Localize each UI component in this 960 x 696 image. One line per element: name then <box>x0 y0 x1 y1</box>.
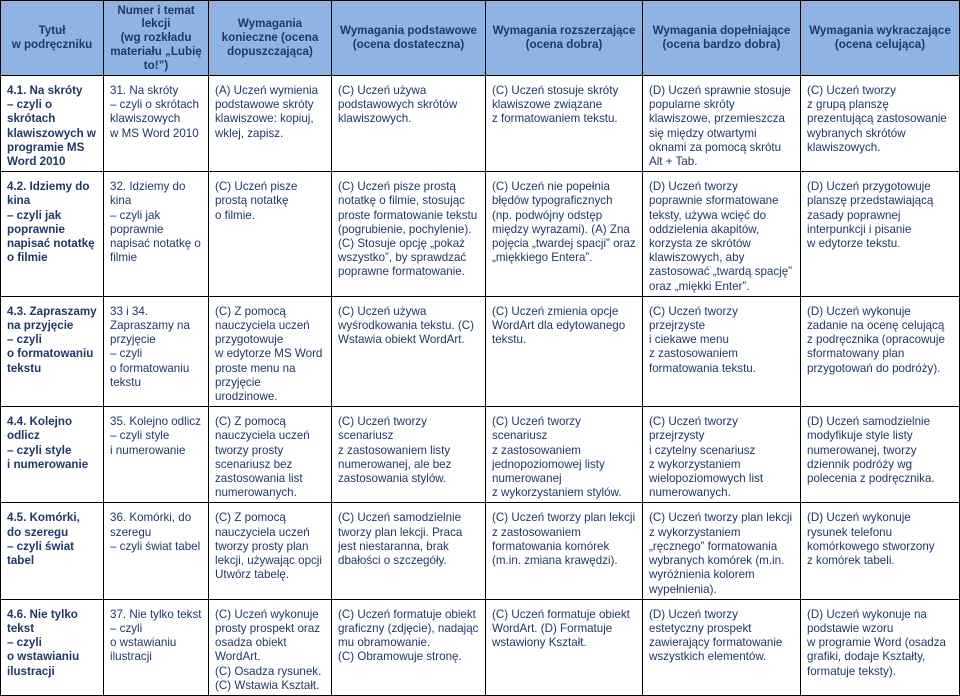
chapter-title: 4.3. Zapraszamy na przyjęcie – czyli o formatowaniu tekstu <box>1 296 104 406</box>
req-required: (C) Uczeń wykonuje prosty prospekt oraz osadza obiekt WordArt. (C) Osadza rysunek. (C) Wstawia Kształt. <box>209 599 332 695</box>
req-beyond: (D) Uczeń samodzielnie modyfikuje style listy numerowanej, tworzy dziennik podróży wg polecenia z podręcznika. <box>801 407 960 503</box>
table-row <box>1 76 960 172</box>
req-beyond: (D) Uczeń wykonuje rysunek telefonu komórkowego stworzony z komórek tabeli. <box>801 503 960 599</box>
lesson-topic: 36. Komórki, do szeregu – czyli świat tabel <box>104 503 209 599</box>
req-basic: (C) Uczeń pisze prostą notatkę o filmie, stosując proste formatowanie tekstu (pogrubienie, pochylenie). (C) Stosuje opcję „pokaż wszystko”, by sprawdzać poprawne formatowanie. <box>332 172 486 297</box>
req-beyond: (D) Uczeń wykonuje zadanie na ocenę celującą z podręcznika (opracowuje sformatowany plan przygotowań do podróży). <box>801 296 960 406</box>
req-required: (C) Z pomocą nauczyciela uczeń tworzy prosty plan lekcji, używając opcji Utwórz tabelę. <box>209 503 332 599</box>
header-required: Wymagania konieczne (ocena dopuszczająca) <box>209 1 332 76</box>
lesson-topic: 32. Idziemy do kina – czyli jak poprawnie napisać notatkę o filmie <box>104 172 209 297</box>
req-beyond: (C) Uczeń tworzy z grupą planszę prezentującą zastosowanie wybranych skrótów klawiszowych. <box>801 76 960 172</box>
lesson-topic: 37. Nie tylko tekst – czyli o wstawianiu ilustracji <box>104 599 209 695</box>
chapter-title: 4.6. Nie tylko tekst – czyli o wstawianiu ilustracji <box>1 599 104 695</box>
req-basic: (C) Uczeń używa podstawowych skrótów klawiszowych. <box>332 76 486 172</box>
chapter-title: 4.2. Idziemy do kina – czyli jak poprawnie napisać notatkę o filmie <box>1 172 104 297</box>
req-extended: (C) Uczeń formatuje obiekt WordArt. (D) Formatuje wstawiony Kształt. <box>486 599 643 695</box>
req-basic: (C) Uczeń formatuje obiekt graficzny (zdjęcie), nadając mu obramowanie. (C) Obramowuje stronę. <box>332 599 486 695</box>
req-required: (C) Uczeń pisze prostą notatkę o filmie. <box>209 172 332 297</box>
table-row <box>1 599 960 695</box>
req-extended: (C) Uczeń nie popełnia błędów typograficznych (np. podwójny odstęp między wyrazami). (A) Zna pojęcia „twardej spacji” oraz „miękkiego Entera”. <box>486 172 643 297</box>
header-basic: Wymagania podstawowe (ocena dostateczna) <box>332 1 486 76</box>
req-extended: (C) Uczeń tworzy scenariusz z zastosowaniem jednopoziomowej listy numerowanej z wykorzystaniem stylów. <box>486 407 643 503</box>
req-complementary: (C) Uczeń tworzy plan lekcji z wykorzystaniem „ręcznego” formatowania wybranych komórek (m.in. wyróżnienia kolorem wypełnienia). <box>643 503 801 599</box>
header-lesson: Numer i temat lekcji (wg rozkładu materiału „Lubię to!”) <box>104 1 209 76</box>
table-row <box>1 503 960 599</box>
req-beyond: (D) Uczeń przygotowuje planszę przedstawiającą zasady poprawnej interpunkcji i pisanie w edytorze tekstu. <box>801 172 960 297</box>
lesson-topic: 35. Kolejno odlicz – czyli style i numerowanie <box>104 407 209 503</box>
req-complementary: (D) Uczeń sprawnie stosuje popularne skróty klawiszowe, przemieszcza się między otwartymi oknami za pomocą skrótu Alt + Tab. <box>643 76 801 172</box>
req-basic: (C) Uczeń samodzielnie tworzy plan lekcji. Praca jest niestaranna, brak dbałości o szczegóły. <box>332 503 486 599</box>
chapter-title: 4.5. Komórki, do szeregu – czyli świat tabel <box>1 503 104 599</box>
req-beyond: (D) Uczeń wykonuje na podstawie wzoru w programie Word (osadza grafiki, dodaje Kształty, formatuje teksty). <box>801 599 960 695</box>
header-beyond: Wymagania wykraczające (ocena celująca) <box>801 1 960 76</box>
req-extended: (C) Uczeń stosuje skróty klawiszowe związane z formatowaniem tekstu. <box>486 76 643 172</box>
req-complementary: (D) Uczeń tworzy poprawnie sformatowane teksty, używa wcięć do oddzielenia akapitów, korzysta ze skrótów klawiszowych, aby zastosować „twardą spację” oraz „miękki Enter”. <box>643 172 801 297</box>
chapter-title: 4.1. Na skróty – czyli o skrótach klawiszowych w programie MS Word 2010 <box>1 76 104 172</box>
req-required: (C) Z pomocą nauczyciela uczeń przygotowuje w edytorze MS Word proste menu na przyjęcie urodzinowe. <box>209 296 332 406</box>
lesson-topic: 31. Na skróty – czyli o skrótach klawiszowych w MS Word 2010 <box>104 76 209 172</box>
table-row <box>1 172 960 297</box>
header-row <box>1 1 960 76</box>
req-basic: (C) Uczeń tworzy scenariusz z zastosowaniem listy numerowanej, ale bez zastosowania stylów. <box>332 407 486 503</box>
req-required: (C) Z pomocą nauczyciela uczeń tworzy prosty scenariusz bez zastosowania list numerowanych. <box>209 407 332 503</box>
req-required: (A) Uczeń wymienia podstawowe skróty klawiszowe: kopiuj, wklej, zapisz. <box>209 76 332 172</box>
req-complementary: (C) Uczeń tworzy przejrzyste i ciekawe menu z zastosowaniem formatowania tekstu. <box>643 296 801 406</box>
req-basic: (C) Uczeń używa wyśrodkowania tekstu. (C) Wstawia obiekt WordArt. <box>332 296 486 406</box>
header-complementary: Wymagania dopełniające (ocena bardzo dobra) <box>643 1 801 76</box>
chapter-title: 4.4. Kolejno odlicz – czyli style i numerowanie <box>1 407 104 503</box>
req-extended: (C) Uczeń tworzy plan lekcji z zastosowaniem formatowania komórek (m.in. zmiana krawędzi). <box>486 503 643 599</box>
table-row <box>1 407 960 503</box>
req-complementary: (C) Uczeń tworzy przejrzysty i czytelny scenariusz z wykorzystaniem wielopoziomowych list numerowanych. <box>643 407 801 503</box>
lesson-topic: 33 i 34. Zapraszamy na przyjęcie – czyli o formatowaniu tekstu <box>104 296 209 406</box>
header-extended: Wymagania rozszerzające (ocena dobra) <box>486 1 643 76</box>
req-extended: (C) Uczeń zmienia opcje WordArt dla edytowanego tekstu. <box>486 296 643 406</box>
req-complementary: (D) Uczeń tworzy estetyczny prospekt zawierający formatowanie wszystkich elementów. <box>643 599 801 695</box>
header-title: Tytuł w podręczniku <box>1 1 104 76</box>
table-row <box>1 296 960 406</box>
